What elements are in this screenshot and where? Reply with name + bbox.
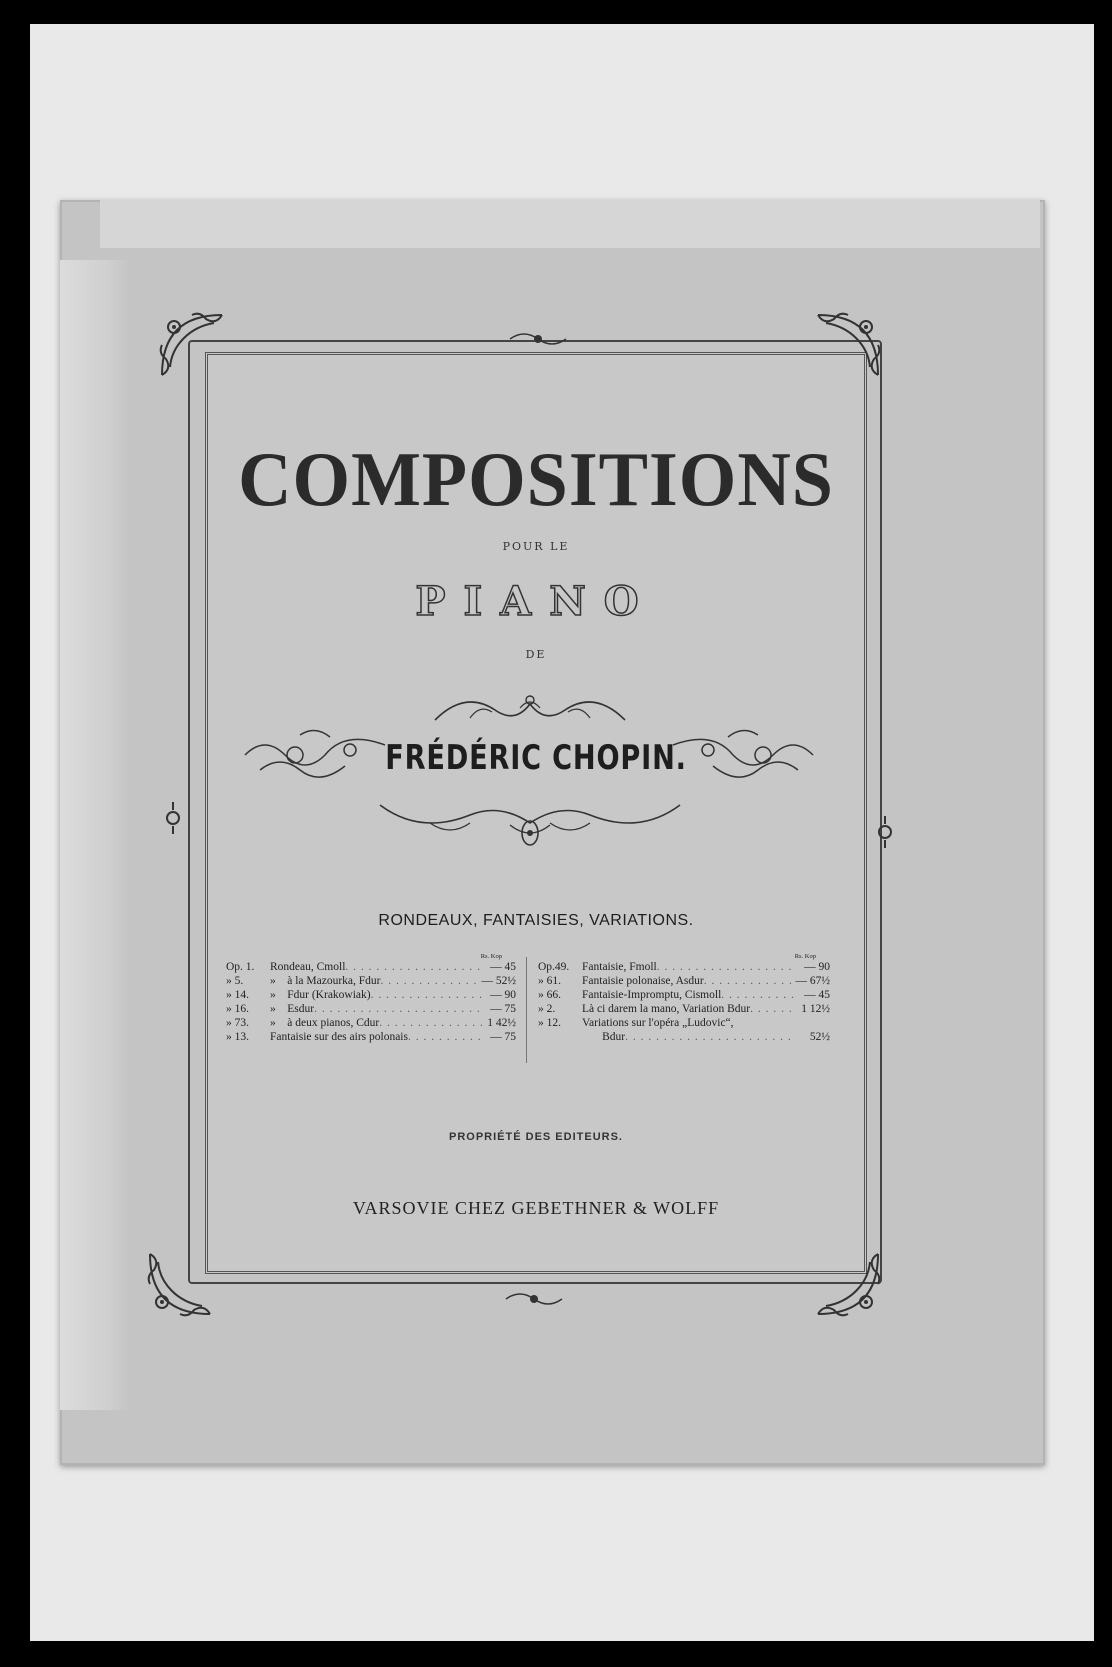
price-header: Rs. Kop bbox=[480, 953, 502, 960]
cover-title: COMPOSITIONS bbox=[238, 436, 834, 524]
corner-ornament-top-left bbox=[152, 305, 232, 385]
work-opus: » 16. bbox=[226, 1003, 249, 1015]
work-price: — 45 bbox=[804, 989, 830, 1001]
work-title: » Fdur (Krakowiak) bbox=[270, 989, 371, 1001]
work-price: 52½ bbox=[809, 1031, 830, 1043]
work-opus: » 2. bbox=[538, 1003, 556, 1015]
work-title: » à deux pianos, Cdur bbox=[270, 1017, 380, 1029]
corner-ornament-bottom-left bbox=[140, 1244, 220, 1324]
publisher-line: VARSOVIE CHEZ GEBETHNER & WOLFF bbox=[352, 1198, 720, 1218]
works-column-left bbox=[226, 953, 516, 1045]
work-price: — 67½ bbox=[795, 975, 830, 987]
leader-dots bbox=[721, 989, 796, 1001]
work-title: Variations sur l'opéra „Ludovic“, bbox=[582, 1017, 734, 1029]
work-row bbox=[226, 975, 516, 989]
works-column-right bbox=[538, 953, 830, 1045]
leader-dots bbox=[371, 989, 482, 1001]
work-row bbox=[538, 975, 830, 989]
work-title: Fantaisie sur des airs polonais bbox=[270, 1031, 408, 1043]
leader-dots bbox=[704, 975, 796, 987]
work-price: — 90 bbox=[490, 989, 516, 1001]
leader-dots bbox=[314, 1003, 482, 1015]
work-title: Bdur bbox=[582, 1031, 626, 1043]
work-opus: » 61. bbox=[538, 975, 561, 987]
leader-dots bbox=[408, 1031, 482, 1043]
work-price: — 52½ bbox=[481, 975, 516, 987]
bottom-center-ornament bbox=[504, 1288, 564, 1310]
sheet-paper-fold bbox=[100, 200, 1040, 248]
work-title: Rondeau, Cmoll bbox=[270, 961, 346, 973]
work-price: — 45 bbox=[490, 961, 516, 973]
work-opus: Op. 1. bbox=[226, 961, 255, 973]
work-title: Fantaisie polonaise, Asdur bbox=[582, 975, 704, 987]
leader-dots bbox=[345, 961, 482, 973]
work-title: » Esdur bbox=[270, 1003, 315, 1015]
work-price: — 90 bbox=[804, 961, 830, 973]
column-divider bbox=[526, 957, 527, 1063]
work-row bbox=[538, 1031, 830, 1045]
work-row bbox=[538, 961, 830, 975]
work-opus: » 66. bbox=[538, 989, 561, 1001]
work-title: Fantaisie-Impromptu, Cismoll bbox=[582, 989, 722, 1001]
work-row bbox=[226, 1003, 516, 1017]
work-price: 1 42½ bbox=[487, 1017, 516, 1029]
leader-dots bbox=[750, 1003, 796, 1015]
work-opus: » 14. bbox=[226, 989, 249, 1001]
works-listing bbox=[226, 953, 830, 1073]
work-row bbox=[226, 1031, 516, 1045]
work-opus: » 5. bbox=[226, 975, 244, 987]
work-opus: Op.49. bbox=[538, 961, 570, 973]
price-header: Rs. Kop bbox=[794, 953, 816, 960]
work-opus: » 12. bbox=[538, 1017, 561, 1029]
work-title: Fantaisie, Fmoll bbox=[582, 961, 657, 973]
sheet-torn-edge bbox=[60, 260, 130, 1410]
leader-dots bbox=[379, 1017, 482, 1029]
top-center-ornament bbox=[508, 328, 568, 350]
de-label: DE bbox=[525, 648, 547, 661]
composer-name: FRÉDÉRIC CHOPIN. bbox=[385, 738, 687, 778]
work-row bbox=[538, 1003, 830, 1017]
work-row bbox=[226, 961, 516, 975]
work-opus: » 73. bbox=[226, 1017, 249, 1029]
left-side-ornament bbox=[158, 800, 188, 836]
leader-dots bbox=[657, 961, 796, 973]
work-opus: » 13. bbox=[226, 1031, 249, 1043]
leader-dots bbox=[625, 1031, 796, 1043]
pour-le-label: POUR LE bbox=[502, 540, 570, 553]
flourish-top-ornament bbox=[430, 690, 630, 730]
work-row bbox=[226, 1017, 516, 1031]
flourish-bottom-ornament bbox=[370, 795, 690, 855]
work-price: 1 12½ bbox=[801, 1003, 830, 1015]
work-price: — 75 bbox=[490, 1003, 516, 1015]
work-row bbox=[226, 989, 516, 1003]
leader-dots bbox=[381, 975, 482, 987]
property-notice: PROPRIÉTÉ DES EDITEURS. bbox=[449, 1131, 623, 1143]
instrument-label: PIANO bbox=[415, 578, 657, 625]
work-price: — 75 bbox=[490, 1031, 516, 1043]
works-subtitle: RONDEAUX, FANTAISIES, VARIATIONS. bbox=[378, 912, 694, 929]
work-title: » à la Mazourka, Fdur bbox=[270, 975, 381, 987]
right-side-ornament bbox=[870, 814, 900, 850]
corner-ornament-bottom-right bbox=[808, 1244, 888, 1324]
corner-ornament-top-right bbox=[808, 305, 888, 385]
work-row bbox=[538, 989, 830, 1003]
work-row bbox=[538, 1017, 830, 1031]
work-title: Là ci darem la mano, Variation Bdur bbox=[582, 1003, 751, 1015]
